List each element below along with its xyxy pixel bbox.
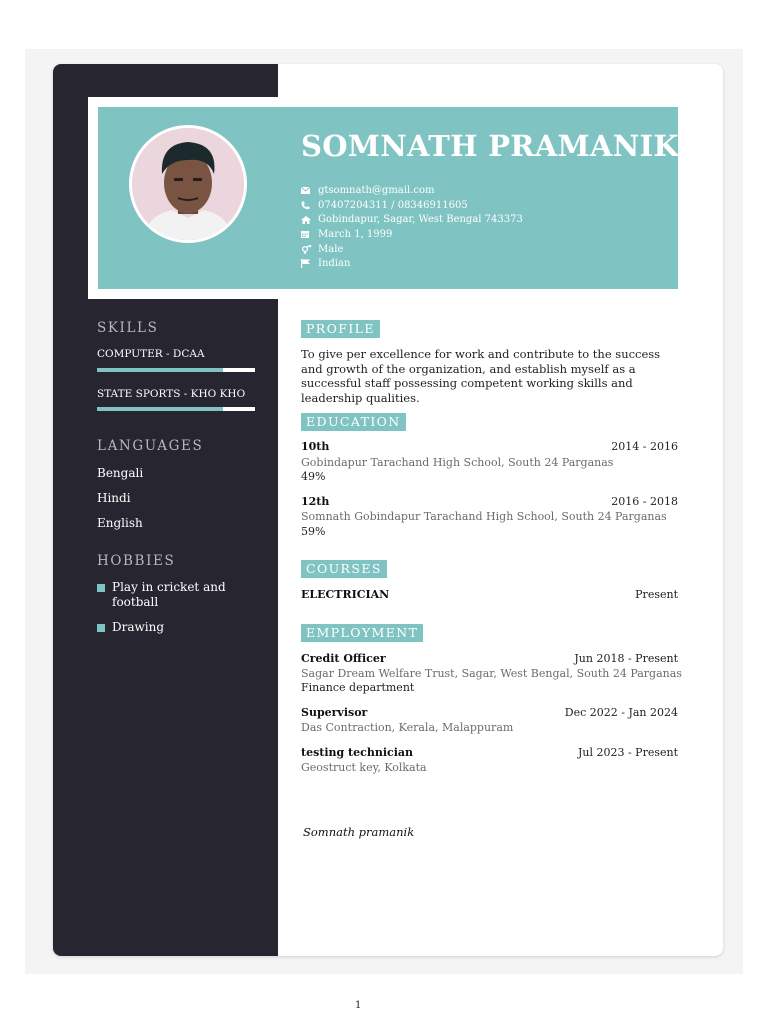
- languages-heading: LANGUAGES: [97, 438, 204, 454]
- header: [98, 107, 678, 289]
- calendar-icon: [301, 230, 313, 238]
- hobbies-heading: HOBBIES: [97, 553, 176, 569]
- hobby-item: [97, 580, 247, 610]
- bullet-square-icon: [97, 624, 105, 632]
- home-icon: [301, 216, 313, 224]
- education-score: 49%: [301, 470, 326, 483]
- hobby-label: Drawing: [112, 620, 165, 634]
- hobby-item: [97, 620, 247, 635]
- resume-page: [53, 64, 723, 956]
- envelope-icon: [301, 187, 313, 194]
- contact-phone: [301, 198, 523, 213]
- job-title: Credit Officer: [301, 652, 386, 665]
- phone-icon: [301, 201, 313, 210]
- employment-row: [301, 652, 678, 665]
- job-place: Das Contraction, Kerala, Malappuram: [301, 721, 514, 734]
- skills-heading: SKILLS: [97, 320, 159, 336]
- job-title: testing technician: [301, 746, 414, 759]
- language-item: Hindi: [97, 491, 131, 505]
- page-number: 1: [355, 1000, 362, 1011]
- contact-email-text: gtsomnath@gmail.com: [318, 184, 435, 196]
- skill-bar-fill: [97, 368, 223, 372]
- signature: Somnath pramanik: [303, 825, 415, 839]
- education-row: [301, 440, 678, 453]
- contact-gender-text: Male: [318, 243, 344, 255]
- course-row: [301, 588, 678, 601]
- contact-address: [301, 212, 523, 227]
- job-department: Finance department: [301, 681, 415, 694]
- education-row: [301, 495, 678, 508]
- employment-row: [301, 746, 678, 759]
- contact-address-text: Gobindapur, Sagar, West Bengal 743373: [318, 214, 523, 226]
- candidate-name: SOMNATH PRAMANIK: [301, 129, 679, 163]
- hobby-label: Play in cricket and football: [112, 580, 226, 609]
- job-dates: Jun 2018 - Present: [574, 652, 678, 665]
- contact-email: [301, 183, 523, 198]
- contact-dob: [301, 227, 523, 242]
- contact-nationality-text: Indian: [318, 258, 351, 270]
- education-title: 12th: [301, 495, 330, 508]
- profile-heading: PROFILE: [301, 320, 380, 338]
- courses-heading: COURSES: [301, 560, 387, 578]
- course-status: Present: [635, 588, 678, 601]
- education-dates: 2014 - 2016: [611, 440, 678, 453]
- skill-bar-fill: [97, 407, 223, 411]
- contact-nationality: [301, 256, 523, 271]
- skill-bar: [97, 407, 255, 411]
- language-item: English: [97, 516, 143, 530]
- employment-heading: EMPLOYMENT: [301, 624, 423, 642]
- education-heading: EDUCATION: [301, 413, 406, 431]
- course-title: ELECTRICIAN: [301, 588, 390, 601]
- job-dates: Dec 2022 - Jan 2024: [564, 706, 678, 719]
- education-dates: 2016 - 2018: [611, 495, 678, 508]
- skill-bar: [97, 368, 255, 372]
- contact-dob-text: March 1, 1999: [318, 228, 393, 240]
- flag-icon: [301, 259, 313, 268]
- gender-icon: [301, 245, 313, 254]
- education-title: 10th: [301, 440, 330, 453]
- job-place: Sagar Dream Welfare Trust, Sagar, West Bengal, South 24 Parganas: [301, 667, 682, 680]
- job-dates: Jul 2023 - Present: [577, 746, 678, 759]
- skill-name: COMPUTER - DCAA: [97, 348, 205, 360]
- job-title: Supervisor: [301, 706, 368, 719]
- contact-phone-text: 07407204311 / 08346911605: [318, 199, 468, 211]
- education-school: Gobindapur Tarachand High School, South 24 Parganas: [301, 456, 614, 469]
- employment-row: [301, 706, 678, 719]
- profile-photo: [129, 125, 247, 243]
- education-school: Somnath Gobindapur Tarachand High School, South 24 Parganas: [301, 510, 667, 523]
- contact-gender: [301, 242, 523, 257]
- job-place: Geostruct key, Kolkata: [301, 761, 427, 774]
- bullet-square-icon: [97, 584, 105, 592]
- education-score: 59%: [301, 525, 326, 538]
- skill-name: STATE SPORTS - KHO KHO: [97, 388, 246, 400]
- language-item: Bengali: [97, 466, 144, 480]
- contact-list: [301, 183, 523, 271]
- profile-text: To give per excellence for work and contribute to the success and growth of the organization, and establish myself as a successful staff possessing competent working skills and leadership qualities.: [301, 347, 661, 405]
